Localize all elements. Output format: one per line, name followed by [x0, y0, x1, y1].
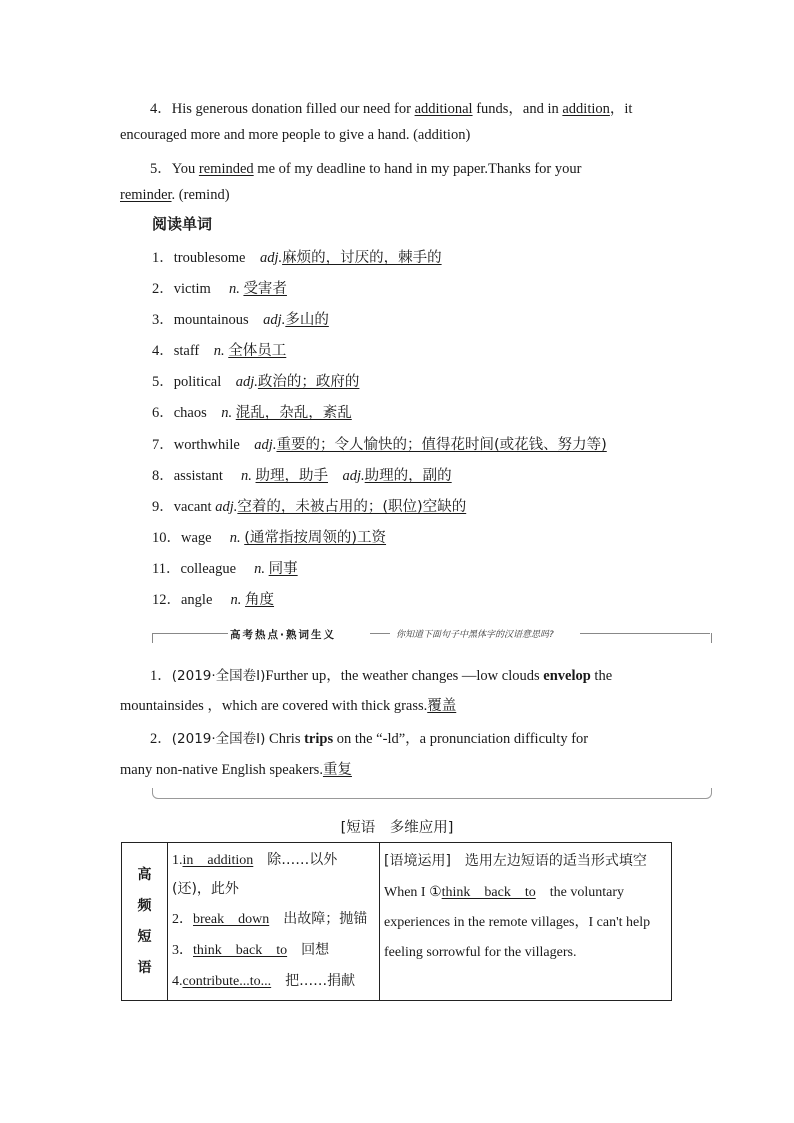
answer-blank: addition: [562, 101, 610, 117]
vocab-item: 2．victim n. 受害者: [152, 281, 287, 297]
context-instruction: [语境运用] 选用左边短语的适当形式填空: [384, 853, 647, 869]
vocab-meaning: 多山的: [285, 312, 329, 328]
context-usage: [380, 843, 672, 1001]
bold-word: trips: [304, 731, 334, 747]
divider: [580, 633, 710, 634]
vocab-item: 8．assistant n. 助理，助手 adj.助理的，副的: [152, 468, 452, 484]
vocab-item: 9．vacant adj.空着的，未被占用的；(职位)空缺的: [152, 499, 467, 515]
hot-spot-title: 高考热点·熟词生义: [230, 629, 336, 641]
vocab-meaning: 助理，助手: [255, 468, 329, 484]
divider: [152, 633, 228, 634]
vocab-item: 6．chaos n. 混乱，杂乱，紊乱: [152, 405, 352, 421]
vocab-meaning: 重要的；令人愉快的；值得花时间(或花钱、努力等): [276, 437, 607, 453]
frame-edge: [152, 633, 153, 643]
answer-blank: reminded: [198, 161, 254, 177]
reading-words-heading: 阅读单词: [152, 215, 213, 233]
vocab-meaning: 受害者: [243, 281, 287, 297]
frame-bottom: [152, 788, 712, 799]
vocab-item: 3．mountainous adj.多山的: [152, 312, 329, 328]
vocab-meaning: 政治的；政府的: [257, 374, 360, 390]
sentence-text: His generous donation filled our need for: [171, 101, 415, 117]
answer-blank: reminder: [120, 187, 172, 203]
hot-spot-item-1-line2: mountainsides ，which are covered with thick grass.覆盖: [120, 698, 457, 714]
vocab-item: 7．worthwhile adj.重要的；令人愉快的；值得花时间(或花钱、努力等): [152, 437, 607, 453]
context-sentence: When I ①think back to the voluntary experiences in the remote villages，I can't help feeling sorrowful for the villagers.: [384, 885, 651, 960]
phrase-list: [168, 843, 380, 1001]
bold-word: envelop: [543, 668, 591, 684]
vocab-meaning: (通常指按周领的)工资: [244, 530, 387, 546]
phrase-item: 4.contribute...to... 把……捐献: [172, 973, 356, 989]
sentence-text: me of my deadline to hand in my paper.Thanks for your: [253, 161, 582, 177]
exercise-5-line1: [150, 157, 581, 178]
answer-blank: additional: [414, 101, 473, 117]
vocab-item: 10．wage n. (通常指按周领的)工资: [152, 530, 387, 546]
item-number: 4．: [150, 101, 172, 117]
vocab-item: 4．staff n. 全体员工: [152, 343, 287, 359]
sentence-text: You: [171, 161, 199, 177]
phrase-item: 2．break down 出故障；抛锚: [172, 911, 368, 927]
vocab-meaning: 混乱，杂乱，紊乱: [235, 405, 352, 421]
item-number: 5．: [150, 161, 172, 177]
phrases-section-title: [短语 多维应用]: [340, 820, 454, 836]
vocab-meaning: 助理的，副的: [364, 468, 452, 484]
vocab-meaning: 空着的，未被占用的；(职位)空缺的: [237, 499, 467, 515]
hot-spot-item-2-line2: many non-native English speakers.重复: [120, 762, 352, 778]
vocab-meaning: 麻烦的，讨厌的，棘手的: [282, 250, 442, 266]
vocab-item: 12．angle n. 角度: [152, 592, 275, 608]
answer-blank: 重复: [322, 762, 352, 778]
sentence-text: . (remind): [171, 187, 230, 203]
phrase-item: 3．think back to 回想: [172, 942, 330, 958]
phrase-item: 1.in addition 除……以外(还)，此外: [172, 852, 338, 897]
answer-blank: 覆盖: [427, 698, 457, 714]
vocab-item: 1．troublesome adj.麻烦的，讨厌的，棘手的: [152, 250, 442, 266]
vocab-item: 11．colleague n. 同事: [152, 561, 298, 577]
vocab-item: 5．political adj.政治的；政府的: [152, 374, 360, 390]
sentence-text: funds，and in: [472, 101, 563, 117]
sentence-text: ，it: [609, 101, 633, 117]
divider: [370, 633, 390, 634]
hot-spot-item-1-line1: 1．(2019·全国卷Ⅰ)Further up，the weather changes —low clouds envelop the: [150, 668, 613, 684]
frame-edge: [711, 633, 712, 643]
phrases-table: [121, 842, 672, 1001]
exercise-5-line2: [120, 187, 230, 204]
answer-blank: think back to: [441, 885, 536, 900]
hot-spot-subtitle: 你知道下面句子中黑体字的汉语意思吗?: [396, 630, 554, 640]
row-label: 高 频 短 语: [122, 843, 168, 1001]
exercise-4-line2: encouraged more and more people to give a hand. (addition): [120, 127, 471, 143]
vocab-meaning: 角度: [245, 592, 275, 608]
vocab-meaning: 同事: [268, 561, 298, 577]
exercise-4-line1: [150, 97, 632, 118]
hot-spot-item-2-line1: 2．(2019·全国卷Ⅰ) Chris trips on the “-ld”，a pronunciation difficulty for: [150, 731, 589, 747]
vocab-meaning: 全体员工: [228, 343, 287, 359]
